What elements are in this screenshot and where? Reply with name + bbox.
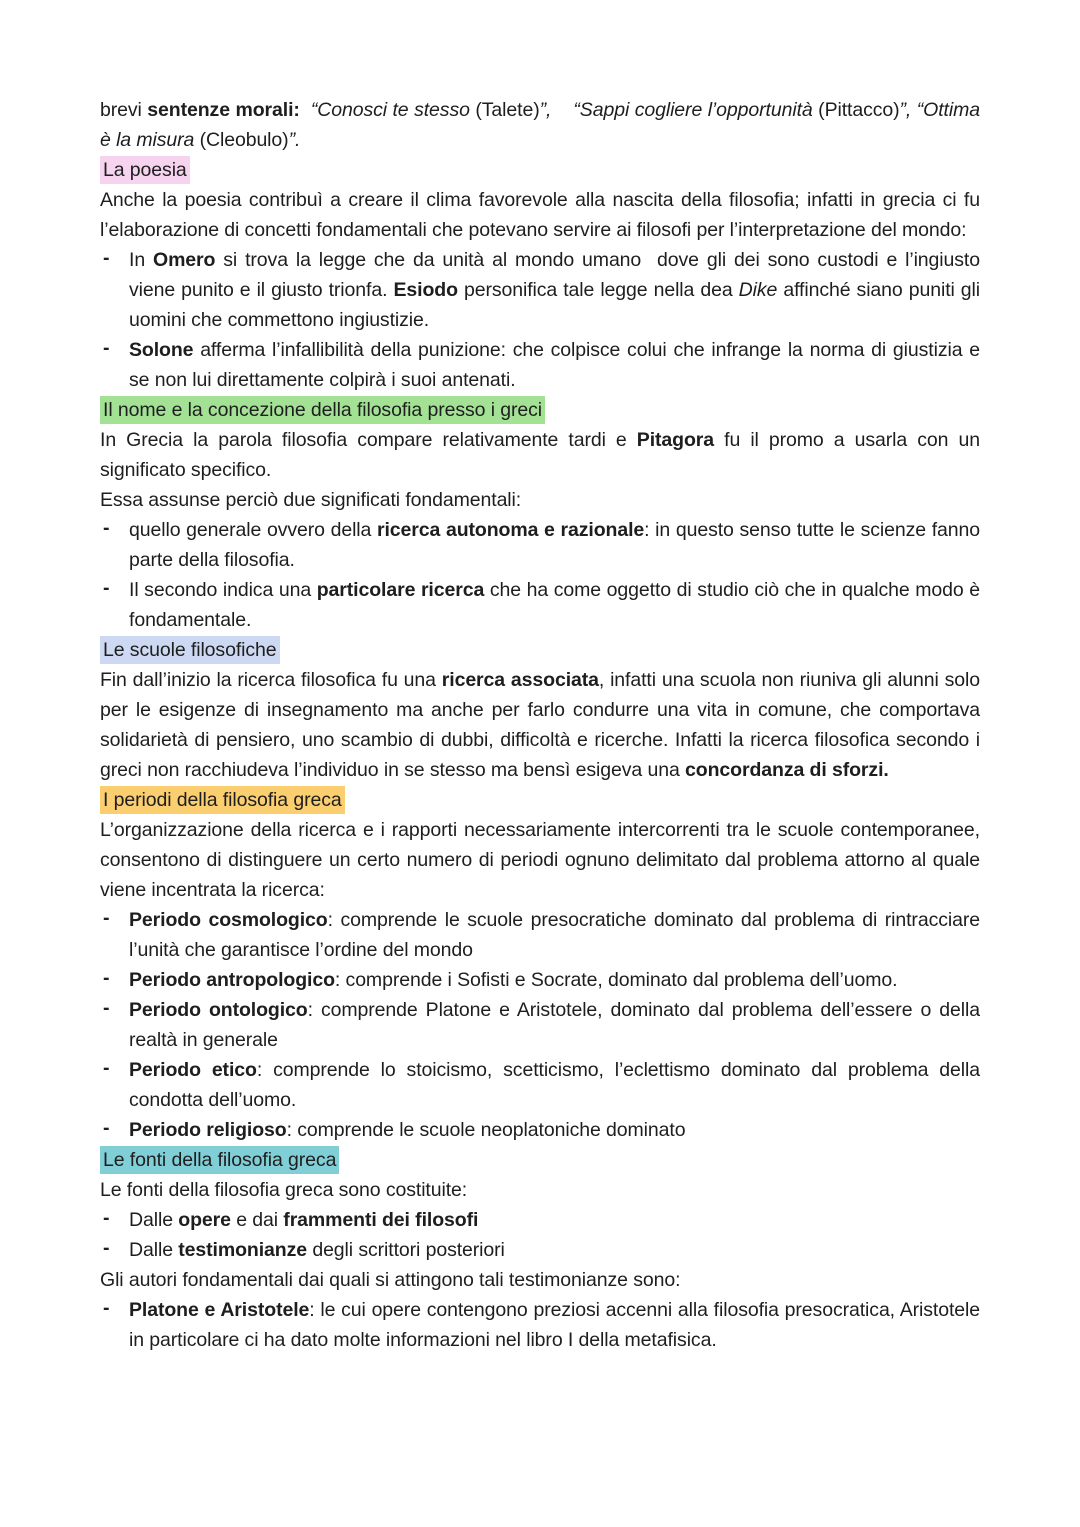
bullet-item: - Periodo religioso: comprende le scuole neoplatoniche dominato <box>100 1115 980 1145</box>
paragraph: Anche la poesia contribuì a creare il clima favorevole alla nascita della filosofia; infatti in grecia ci fu l’elaborazione di concetti fondamentali che potevano servire ai filosofi per l’interpretazione del mondo: <box>100 189 980 241</box>
paragraph: Le fonti della filosofia greca sono costituite: <box>100 1179 468 1201</box>
paragraph: Gli autori fondamentali dai quali si attingono tali testimonianze sono: <box>100 1269 681 1291</box>
paragraph: Fin dall’inizio la ricerca filosofica fu una ricerca associata, infatti una scuola non riuniva gli alunni solo per le esigenze di insegnamento ma anche per farlo condurre una vita in comune, che comportava solidarietà di pensiero, uno scambio di dubbi, difficoltà e ricerche. Infatti la ricerca filosofica secondo i greci non racchiudeva l’individuo in se stesso ma bensì esigeva una concordanza di sforzi. <box>100 669 980 781</box>
section-heading <box>100 155 980 185</box>
bullet-item: - Solone afferma l’infallibilità della punizione: che colpisce colui che infrange la norma di giustizia e se non lui direttamente colpirà i suoi antenati. <box>100 335 980 395</box>
section-heading <box>100 785 980 815</box>
paragraph: Essa assunse perciò due significati fondamentali: <box>100 489 522 511</box>
paragraph: In Grecia la parola filosofia compare relativamente tardi e Pitagora fu il promo a usarla con un significato specifico. <box>100 429 980 481</box>
bullet-item: - Periodo cosmologico: comprende le scuole presocratiche dominato dal problema di rintracciare l’unità che garantisce l’ordine del mondo <box>100 905 980 965</box>
highlighted-heading-text: La poesia <box>103 159 187 181</box>
section-heading <box>100 635 980 665</box>
bullet-item: - Periodo antropologico: comprende i Sofisti e Socrate, dominato dal problema dell’uomo. <box>100 965 980 995</box>
bullet-item: - Periodo etico: comprende lo stoicismo, scetticismo, l’eclettismo dominato dal problema della condotta dell’uomo. <box>100 1055 980 1115</box>
paragraph: L’organizzazione della ricerca e i rapporti necessariamente intercorrenti tra le scuole contemporanee, consentono di distinguere un certo numero di periodi ognuno delimitato dal problema attorno al quale viene incentrata la ricerca: <box>100 819 980 901</box>
section-heading <box>100 1145 980 1175</box>
document-page <box>100 95 980 1355</box>
highlighted-heading-text: I periodi della filosofia greca <box>103 789 342 811</box>
bullet-item: - quello generale ovvero della ricerca autonoma e razionale: in questo senso tutte le scienze fanno parte della filosofia. <box>100 515 980 575</box>
bullet-item: - Dalle testimonianze degli scrittori posteriori <box>100 1235 980 1265</box>
highlighted-heading-text: Il nome e la concezione della filosofia presso i greci <box>103 399 543 421</box>
highlighted-heading-text: Le scuole filosofiche <box>103 639 277 661</box>
bullet-item: - Periodo ontologico: comprende Platone e Aristotele, dominato dal problema dell’essere o della realtà in generale <box>100 995 980 1055</box>
bullet-item: - Dalle opere e dai frammenti dei filosofi <box>100 1205 980 1235</box>
bullet-item: - Il secondo indica una particolare ricerca che ha come oggetto di studio ciò che in qualche modo è fondamentale. <box>100 575 980 635</box>
section-heading <box>100 395 980 425</box>
bullet-item: - Platone e Aristotele: le cui opere contengono preziosi accenni alla filosofia presocratica, Aristotele in particolare ci ha dato molte informazioni nel libro I della metafisica. <box>100 1295 980 1355</box>
highlighted-heading-text: Le fonti della filosofia greca <box>103 1149 337 1171</box>
bullet-item: - In Omero si trova la legge che da unità al mondo umano dove gli dei sono custodi e l’ingiusto viene punito e il giusto trionfa. Esiodo personifica tale legge nella dea Dike affinché siano puniti gli uomini che commettono ingiustizie. <box>100 245 980 335</box>
paragraph: brevi sentenze morali: “Conosci te stesso (Talete)”, “Sappi cogliere l’opportunità (Pittacco)”, “Ottima è la misura (Cleobulo)”. <box>100 99 980 151</box>
